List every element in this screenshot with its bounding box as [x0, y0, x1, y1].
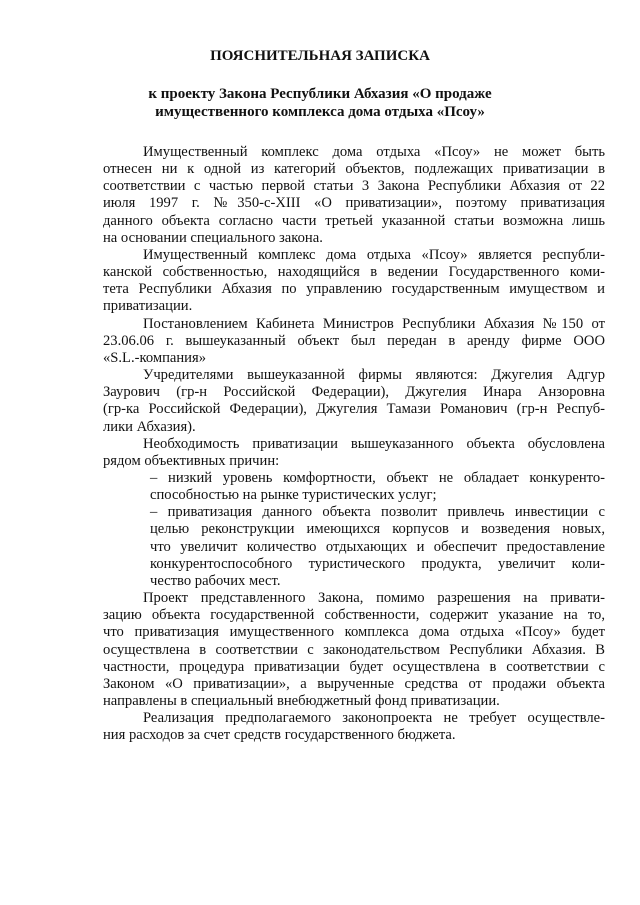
text-line: июля 1997 г. №350-с-XIII «О приватизации», поэтому приватизация: [103, 195, 605, 212]
text-line: чество рабочих мест.: [150, 572, 281, 589]
paragraph: [103, 367, 605, 436]
text-line: Имущественный комплекс дома отдыха «Псоу» не может быть: [143, 144, 605, 160]
text-line: что увеличит количество отдыхающих и обеспечит предоставление: [150, 538, 605, 555]
text-line: ния расходов за счет средств государственного бюджета.: [103, 727, 456, 744]
paragraph: [103, 316, 605, 367]
text-line: данного объекта согласно части третьей указанной статьи возможна лишь: [103, 212, 605, 229]
text-line: соответствии с частью первой статьи 3 Закона Республики Абхазия от 22: [103, 178, 605, 195]
paragraph: [103, 590, 605, 710]
text-line: осуществлена в соответствии с законодательством Республики Абхазия. В: [103, 641, 605, 658]
text-line: Проект представленного Закона, помимо разрешения на привати-: [143, 590, 605, 607]
text-line: 23.06.06 г. вышеуказанный объект был передан в аренду фирме ООО: [103, 332, 605, 349]
text-line: (гр-ка Российской Федерации), Джугелия Тамази Романович (гр-н Респуб-: [103, 401, 605, 418]
text-line: «S.L.-компания»: [103, 349, 207, 366]
text-line: конкурентоспособного туристического продукта, увеличит коли-: [150, 555, 605, 572]
text-line: канской собственностью, находящийся в ведении Государственного коми-: [103, 264, 605, 281]
document-subtitle: [0, 85, 640, 121]
text-line: Учредителями вышеуказанной фирмы являются: Джугелия Адгур: [143, 367, 605, 384]
text-line: на основании специального закона.: [103, 229, 323, 246]
text-line: – низкий уровень комфортности, объект не обладает конкуренто-: [150, 469, 605, 486]
text-line: способностью на рынке туристических услуг;: [150, 487, 437, 504]
text-line: – приватизация данного объекта позволит привлечь инвестиции с: [150, 504, 605, 521]
text-line: Необходимость приватизации вышеуказанного объекта обусловлена: [143, 435, 605, 452]
text-line: приватизации.: [103, 298, 193, 315]
text-line: тета Республики Абхазия по управлению государственным имуществом и: [103, 281, 605, 298]
text-line: что приватизация имущественного комплекса дома отдыха «Псоу» будет: [103, 624, 605, 641]
text-line: Постановлением Кабинета Министров Республики Абхазия №150 от: [143, 315, 605, 332]
text-line: Реализация предполагаемого законопроекта не требует осуществле-: [143, 710, 605, 727]
bullet-item: [103, 504, 605, 590]
text-line: зацию объекта государственной собственности, содержит указание на то,: [103, 607, 605, 624]
text-line: лики Абхазия).: [103, 418, 196, 435]
text-line: направлены в специальный внебюджетный фонд приватизации.: [103, 693, 500, 709]
text-line: частности, процедура приватизации будет осуществлена в соответствии с: [103, 658, 605, 675]
document-title: ПОЯСНИТЕЛЬНАЯ ЗАПИСКА: [210, 48, 430, 64]
document-body: [103, 144, 605, 744]
paragraph: [103, 247, 605, 316]
text-line: рядом объективных причин:: [103, 452, 280, 469]
text-line: Имущественный комплекс дома отдыха «Псоу» является республи-: [143, 246, 605, 263]
subtitle-line: имущественного комплекса дома отдыха «Псоу»: [155, 104, 485, 120]
paragraph: [103, 144, 605, 247]
paragraph: [103, 436, 605, 470]
bullet-item: [103, 470, 605, 504]
text-line: целью реконструкции имеющихся корпусов и возведения новых,: [150, 521, 605, 538]
text-line: отнесен ни к одной из категорий объектов, подлежащих приватизации в: [103, 161, 605, 178]
paragraph: [103, 710, 605, 744]
text-line: Заурович (гр-н Российской Федерации), Джугелия Инара Анзоровна: [103, 384, 605, 401]
subtitle-line: к проекту Закона Республики Абхазия «О продаже: [148, 86, 492, 102]
text-line: Законом «О приватизации», а вырученные средства от продажи объекта: [103, 675, 605, 692]
